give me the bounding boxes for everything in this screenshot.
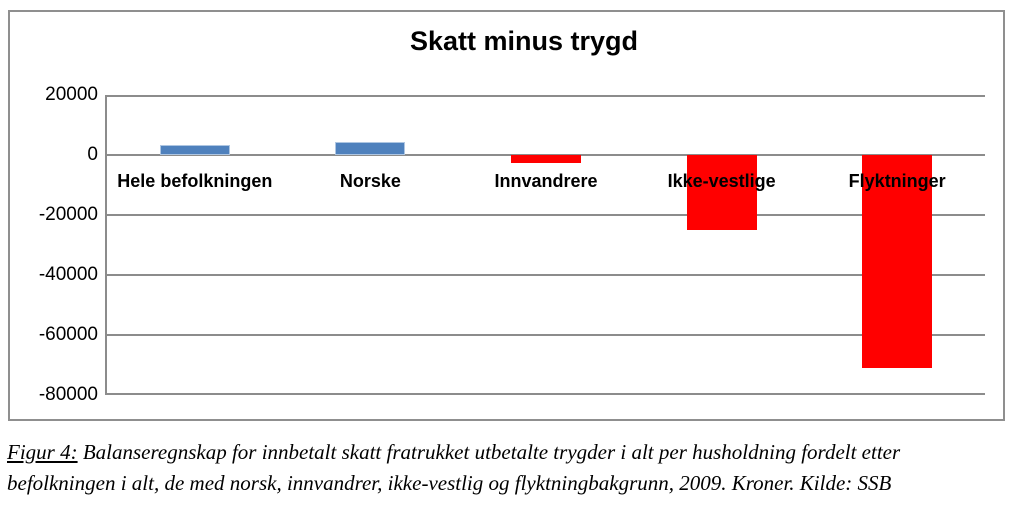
chart-title: Skatt minus trygd (409, 26, 639, 56)
y-axis-tick-label: 20000 (45, 84, 98, 105)
chart-figure (8, 10, 1005, 421)
gridline (107, 334, 985, 336)
gridline (107, 393, 985, 395)
gridline (107, 95, 985, 97)
bar-norske (335, 142, 405, 155)
category-label-flyktninger: Flyktninger (848, 171, 946, 191)
caption-text-line2: befolkningen i alt, de med norsk, innvandrer, ikke-vestlig og flyktningbakgrunn, 2009. Kroner. Kilde: SSB (7, 471, 892, 495)
gridline (107, 214, 985, 216)
y-axis-tick-label: -60000 (38, 324, 98, 345)
plot-area (38, 84, 985, 405)
y-axis-tick-label: 0 (87, 144, 98, 165)
figure-caption (7, 437, 1017, 499)
category-label-innvandrere: Innvandrere (494, 171, 598, 191)
caption-figure-label: Figur 4: (7, 440, 78, 464)
bar-innvandrere (511, 155, 581, 163)
gridline (107, 274, 985, 276)
y-axis-tick-label: -80000 (38, 384, 98, 405)
caption-text-line1: Balanseregnskap for innbetalt skatt fratrukket utbetalte trygder i alt per husholdning fordelt etter (77, 440, 901, 464)
y-axis-tick-label: -40000 (38, 264, 98, 285)
y-axis-tick-label: -20000 (38, 204, 98, 225)
category-label-hele-befolkningen: Hele befolkningen (117, 171, 273, 191)
category-label-norske: Norske (339, 171, 401, 191)
category-label-ikke-vestlige: Ikke-vestlige (667, 171, 776, 191)
bar-hele-befolkningen (160, 145, 230, 155)
bar-ikke-vestlige (687, 155, 757, 230)
